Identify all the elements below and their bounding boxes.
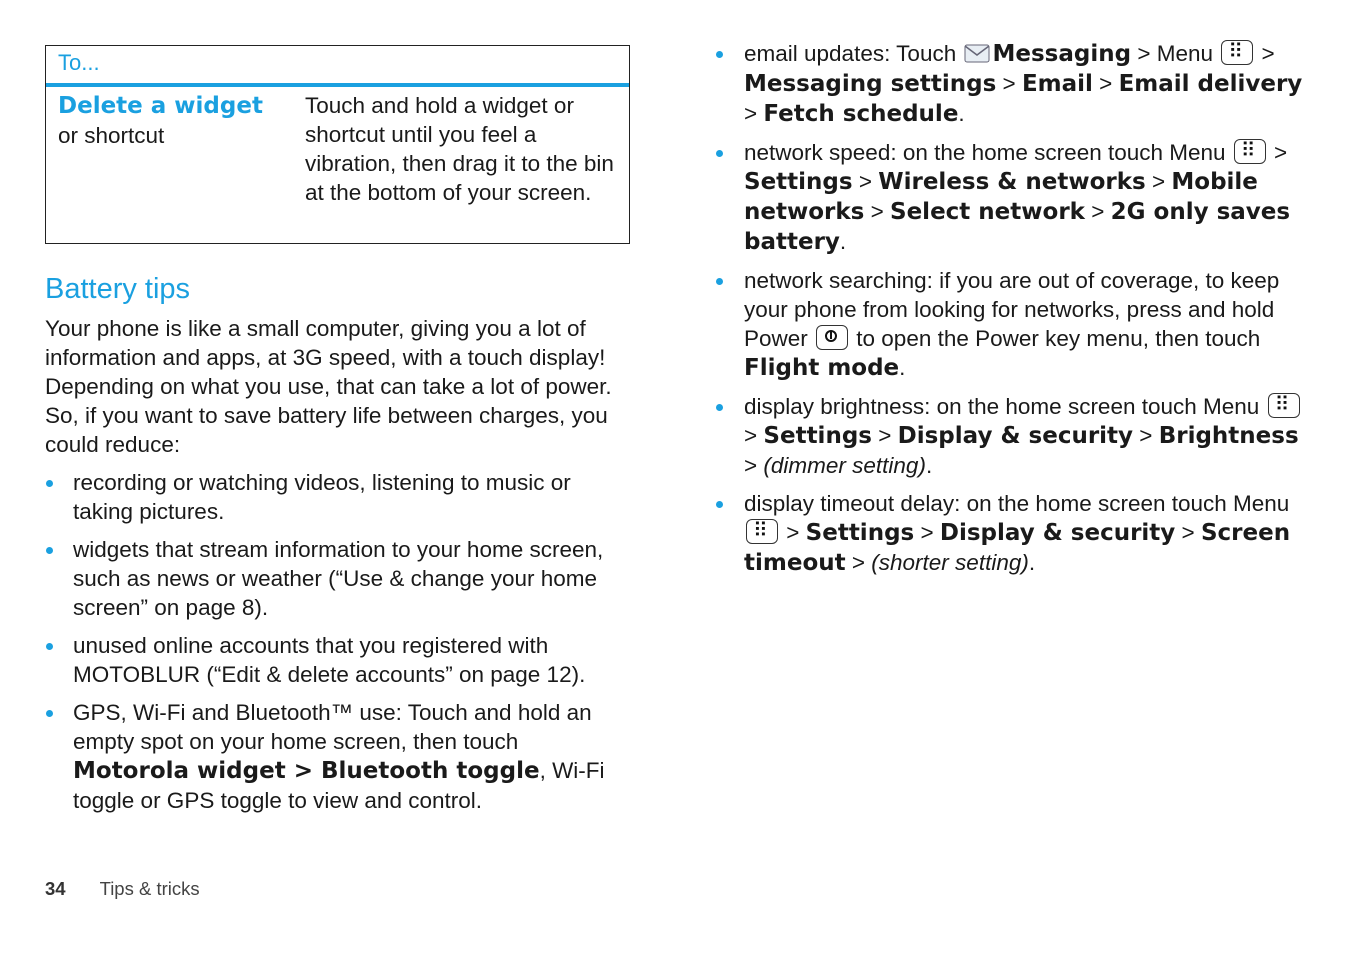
separator: > — [744, 423, 764, 448]
table-action — [58, 91, 288, 150]
separator: > — [1092, 71, 1119, 96]
menu-key-icon — [1268, 393, 1300, 418]
shorter-setting: (shorter setting) — [871, 550, 1029, 575]
separator: > — [744, 453, 764, 478]
list-item-network-speed — [744, 138, 1304, 257]
menu-key-icon — [746, 519, 778, 544]
separator: > — [845, 550, 872, 575]
select-network-label: Select network — [890, 199, 1085, 225]
settings-label: Settings — [805, 520, 915, 546]
bullet-icon — [716, 501, 723, 508]
bullet-icon — [716, 150, 723, 157]
messaging-settings-label: Messaging settings — [744, 71, 997, 97]
period: . — [925, 453, 933, 478]
list-item-brightness — [744, 392, 1304, 480]
separator: > — [864, 199, 891, 224]
bullet-icon — [46, 547, 53, 554]
display-security-label: Display & security — [897, 423, 1134, 449]
action-bold: Delete a widget — [58, 93, 263, 119]
bullet-text: > Menu — [1131, 41, 1220, 66]
bullet-icon — [46, 643, 53, 650]
page-footer — [45, 878, 200, 900]
bullet-text: unused online accounts that you registered with MOTOBLUR (“Edit & delete accounts” on page 12). — [73, 633, 586, 687]
period: . — [958, 101, 965, 126]
flight-mode-label: Flight mode — [744, 355, 900, 381]
dimmer-setting: (dimmer setting) — [763, 453, 926, 478]
bullet-text: display timeout delay: on the home screen touch Menu — [744, 491, 1290, 516]
envelope-icon — [964, 44, 990, 63]
email-label: Email — [1021, 71, 1093, 97]
menu-key-icon — [1234, 139, 1266, 164]
tip-table — [45, 45, 630, 244]
footer-section: Tips & tricks — [99, 878, 200, 899]
list-item — [73, 535, 633, 622]
bullet-text: network speed: on the home screen touch Menu — [744, 140, 1232, 165]
bullet-icon — [46, 710, 53, 717]
bullet-icon — [716, 404, 723, 411]
bullet-text: widgets that stream information to your home screen, such as news or weather (“Use & change your home screen” on page 8). — [73, 537, 604, 620]
bullet-icon — [716, 278, 723, 285]
bold-path: Motorola widget > Bluetooth toggle — [73, 758, 540, 784]
list-item — [73, 468, 633, 526]
separator: > — [1145, 169, 1172, 194]
separator: > — [914, 520, 940, 545]
period: . — [1028, 550, 1036, 575]
messaging-label: Messaging — [992, 41, 1132, 67]
bullet-text: to open the Power key menu, then touch — [850, 326, 1261, 351]
action-rest: or shortcut — [58, 123, 165, 148]
power-key-icon — [816, 325, 848, 350]
separator: > — [996, 71, 1022, 96]
bullet-text: email updates: Touch — [744, 41, 963, 66]
email-delivery-label: Email delivery — [1118, 71, 1303, 97]
intro-paragraph: Your phone is like a small computer, giving you a lot of information and apps, at 3G speed, with a touch display! Depending on what you use, that can take a lot of power. So, if you want to save battery life between charges, you could reduce: — [45, 316, 612, 457]
settings-label: Settings — [763, 423, 872, 449]
separator: > — [852, 169, 879, 194]
list-item — [73, 698, 633, 815]
bullet-text: recording or watching videos, listening to music or taking pictures. — [73, 470, 571, 524]
list-item — [73, 631, 633, 689]
list-item-email — [744, 39, 1304, 129]
settings-label: Settings — [744, 169, 853, 195]
bullet-icon — [46, 480, 53, 487]
list-item-timeout — [744, 489, 1304, 578]
period: . — [899, 355, 906, 380]
separator: > — [871, 423, 898, 448]
separator: > — [1267, 140, 1288, 165]
bullet-text: display brightness: on the home screen touch Menu — [744, 394, 1266, 419]
bullet-text: network searching: if you are out of coverage, to keep your phone from looking for networks, press and hold Power — [744, 268, 1280, 351]
display-security-label: Display & security — [939, 520, 1176, 546]
list-item-network-search — [744, 266, 1304, 383]
table-header: To... — [46, 46, 629, 87]
bullet-text: , Wi-Fi toggle or GPS toggle to view and control. — [73, 758, 605, 813]
fetch-schedule-label: Fetch schedule — [763, 101, 959, 127]
separator: > — [1133, 423, 1159, 448]
mobile-networks-label: Mobile networks — [744, 169, 1258, 225]
settings-list — [744, 39, 1304, 587]
2g-label: 2G only saves battery — [744, 199, 1291, 255]
table-instruction: Touch and hold a widget or shortcut until you feel a vibration, then drag it to the bin at the bottom of your screen. — [305, 93, 614, 205]
menu-key-icon — [1221, 40, 1253, 65]
separator: > — [744, 101, 764, 126]
period: . — [839, 229, 847, 254]
section-title: Battery tips — [45, 273, 191, 305]
wireless-label: Wireless & networks — [878, 169, 1146, 195]
bullet-icon — [716, 51, 723, 58]
separator: > — [1084, 199, 1111, 224]
separator: > — [780, 520, 806, 545]
page-number: 34 — [45, 878, 66, 899]
bullet-text: GPS, Wi-Fi and Bluetooth™ use: Touch and hold an empty spot on your home screen, then touch — [73, 700, 592, 754]
separator: > — [1175, 520, 1201, 545]
screen-timeout-label: Screen timeout — [744, 520, 1291, 576]
reduce-list — [73, 468, 633, 824]
brightness-label: Brightness — [1158, 423, 1299, 449]
separator: > — [1255, 41, 1275, 66]
